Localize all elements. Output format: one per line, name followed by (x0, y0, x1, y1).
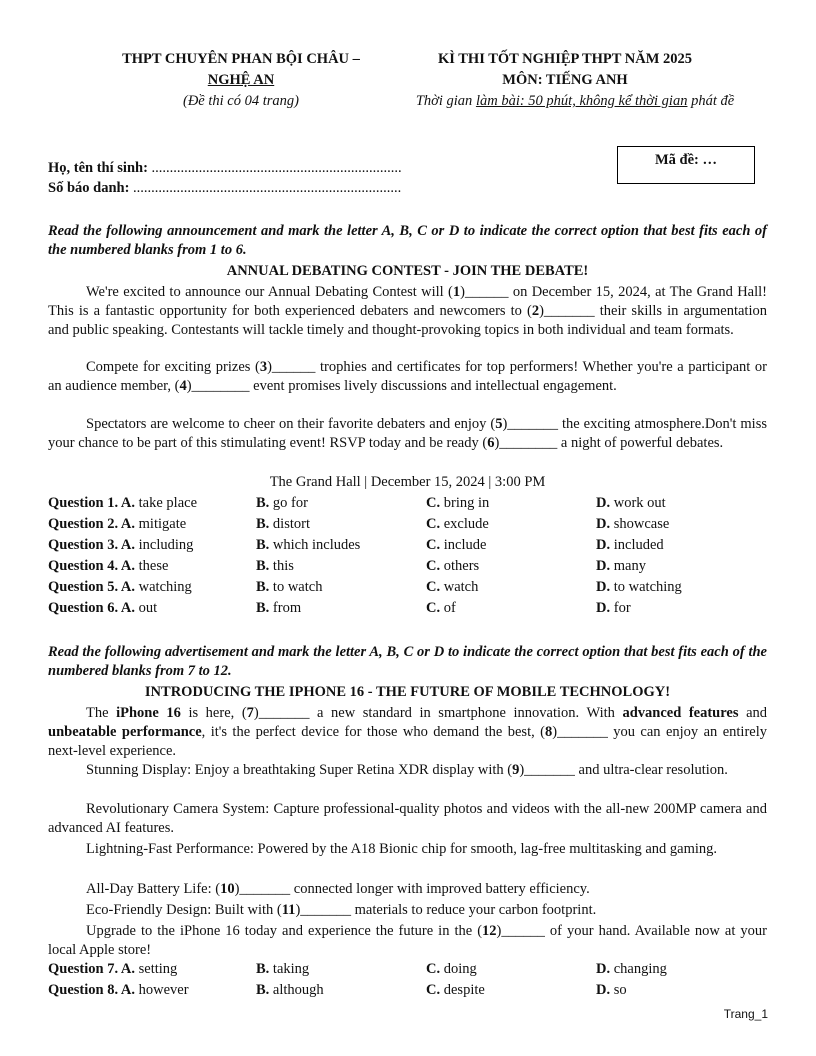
question-row (48, 579, 767, 600)
exam-title: KÌ THI TỐT NGHIỆP THPT NĂM 2025 (437, 51, 693, 67)
time-underlined: làm bài: 50 phút, không kể thời gian (475, 93, 688, 109)
blank-number: 1 (452, 284, 461, 300)
question-label: Question 8. A. (48, 982, 136, 998)
text-run: The (86, 705, 117, 721)
text-run: , it's the perfect device for those who demand the best, ( (201, 724, 545, 740)
option-text: for (610, 600, 631, 616)
option-text: showcase (610, 516, 670, 532)
section2-paragraph-4: Lightning-Fast Performance: Powered by the A18 Bionic chip for smooth, lag-free multitasking and gaming. (86, 841, 718, 857)
option-c[interactable] (426, 982, 485, 999)
time-prefix: Thời gian (415, 93, 476, 109)
text-run: All-Day Battery Life: ( (86, 881, 221, 897)
section1-paragraph-1 (48, 283, 767, 340)
option-letter: B. (256, 579, 270, 595)
option-text: doing (440, 961, 477, 977)
blank-number: 11 (281, 902, 296, 918)
option-b[interactable] (256, 537, 360, 554)
option-a[interactable] (48, 558, 168, 575)
option-text: bring in (440, 495, 490, 511)
school-location-text: NGHỆ AN (207, 72, 275, 88)
text-run: )______ on December 15, 2024, at The Grand Hall! This is a fantastic opportunity for both experienced debaters and newcomers to ( (48, 284, 767, 319)
option-letter: B. (256, 558, 270, 574)
option-text: so (610, 982, 627, 998)
option-a[interactable] (48, 600, 157, 617)
text-run: )_______ a new standard in smartphone innovation. With (253, 705, 623, 721)
option-letter: B. (256, 982, 270, 998)
question-row (48, 961, 767, 982)
option-d[interactable] (596, 537, 664, 554)
option-letter: C. (426, 495, 441, 511)
option-letter: B. (256, 537, 270, 553)
section1-paragraph-2 (48, 358, 767, 396)
text-run: )________ a night of powerful debates. (494, 435, 724, 451)
pages-note: (Đề thi có 04 trang) (183, 93, 299, 109)
text-run: )_______ connected longer with improved battery efficiency. (234, 881, 590, 897)
option-letter: D. (596, 516, 611, 532)
option-text: take place (135, 495, 198, 511)
candidate-name-dots: ..................................................................... (147, 160, 402, 176)
option-c[interactable] (426, 495, 489, 512)
text-run: Spectators are welcome to cheer on their favorite debaters and enjoy ( (86, 416, 496, 432)
option-text: go for (269, 495, 308, 511)
exam-subject: MÔN: TIẾNG ANH (502, 72, 628, 88)
option-d[interactable] (596, 558, 646, 575)
option-text: which includes (269, 537, 361, 553)
blank-number: 7 (246, 705, 254, 721)
question-label: Question 1. A. (48, 495, 136, 511)
candidate-name-label: Họ, tên thí sinh: (48, 160, 148, 176)
option-text: include (440, 537, 487, 553)
option-a[interactable] (48, 516, 186, 533)
option-letter: C. (426, 600, 441, 616)
question-row (48, 982, 767, 1003)
text-run: Stunning Display: Enjoy a breathtaking Super Retina XDR display with ( (86, 762, 513, 778)
option-letter: C. (426, 961, 441, 977)
option-c[interactable] (426, 516, 489, 533)
option-b[interactable] (256, 516, 310, 533)
option-a[interactable] (48, 495, 197, 512)
text-run: We're excited to announce our Annual Debating Contest will ( (86, 284, 453, 300)
option-letter: C. (426, 558, 441, 574)
text-run: )_______ the exciting atmosphere.Don't miss your chance to be part of this stimulating event! RSVP today and be ready ( (48, 416, 767, 451)
bold-phrase: unbeatable performance (48, 724, 202, 740)
candidate-id-label: Số báo danh: (48, 180, 130, 196)
question-row (48, 516, 767, 537)
option-d[interactable] (596, 516, 669, 533)
option-text: however (135, 982, 189, 998)
option-c[interactable] (426, 579, 478, 596)
text-run: is here, ( (180, 705, 247, 721)
question-row (48, 537, 767, 558)
text-run: Eco-Friendly Design: Built with ( (86, 902, 282, 918)
option-text: although (269, 982, 324, 998)
question-label: Question 7. A. (48, 961, 136, 977)
option-letter: C. (426, 579, 441, 595)
option-text: out (135, 600, 158, 616)
option-text: many (610, 558, 646, 574)
option-letter: B. (256, 961, 270, 977)
option-b[interactable] (256, 982, 324, 999)
text-run: )______ of your hand. Available now at your local Apple store! (48, 923, 767, 958)
option-b[interactable] (256, 558, 294, 575)
option-letter: D. (596, 495, 611, 511)
text-run: Upgrade to the iPhone 16 today and experience the future in the ( (86, 923, 483, 939)
blank-number: 5 (495, 416, 503, 432)
option-text: watch (440, 579, 479, 595)
option-d[interactable] (596, 961, 667, 978)
blank-number: 8 (544, 724, 553, 740)
page-number: Trang_1 (723, 1007, 768, 1021)
option-text: included (610, 537, 664, 553)
option-text: setting (135, 961, 178, 977)
option-text: others (440, 558, 480, 574)
option-letter: C. (426, 516, 441, 532)
option-text: from (269, 600, 302, 616)
option-text: taking (269, 961, 310, 977)
section2-title: INTRODUCING THE IPHONE 16 - THE FUTURE OF MOBILE TECHNOLOGY! (144, 684, 671, 700)
time-suffix: phát đề (687, 93, 735, 109)
option-text: mitigate (135, 516, 187, 532)
section2-instruction: Read the following advertisement and mark the letter A, B, C or D to indicate the correct option that best fits each of the numbered blanks from 7 to 12. (48, 644, 767, 679)
option-text: exclude (440, 516, 489, 532)
bold-phrase: advanced features (622, 705, 739, 721)
option-text: watching (135, 579, 192, 595)
event-details: The Grand Hall | December 15, 2024 | 3:00 PM (269, 474, 546, 490)
option-text: including (135, 537, 194, 553)
section1-paragraph-3 (48, 415, 767, 453)
candidate-id-line (48, 180, 401, 197)
text-run: )_______ you can enjoy an entirely next-level experience. (48, 724, 768, 759)
option-letter: B. (256, 600, 270, 616)
blank-number: 10 (220, 881, 235, 897)
option-letter: D. (596, 579, 611, 595)
question-label: Question 3. A. (48, 537, 136, 553)
question-label: Question 4. A. (48, 558, 136, 574)
option-d[interactable] (596, 600, 631, 617)
option-b[interactable] (256, 579, 322, 596)
option-text: this (269, 558, 294, 574)
question-row (48, 495, 767, 516)
option-text: to watching (610, 579, 682, 595)
blank-number: 2 (531, 303, 540, 319)
option-letter: D. (596, 558, 611, 574)
section1-title: ANNUAL DEBATING CONTEST - JOIN THE DEBATE! (226, 263, 589, 279)
exam-code-box: Mã đề: … (617, 146, 755, 184)
option-text: work out (610, 495, 666, 511)
section2-paragraph-6 (48, 901, 767, 920)
section2-paragraph-2 (48, 761, 767, 780)
blank-number: 6 (487, 435, 495, 451)
option-letter: B. (256, 495, 270, 511)
option-text: to watch (269, 579, 323, 595)
option-d[interactable] (596, 982, 627, 999)
option-a[interactable] (48, 537, 193, 554)
section2-paragraph-3: Revolutionary Camera System: Capture professional-quality photos and videos with the all-new 200MP camera and advanced AI features. (48, 801, 767, 836)
option-letter: D. (596, 600, 611, 616)
exam-time (380, 93, 770, 110)
option-letter: C. (426, 982, 441, 998)
option-c[interactable] (426, 600, 456, 617)
section2-paragraph-5 (48, 880, 767, 899)
option-a[interactable] (48, 961, 177, 978)
candidate-name-line (48, 160, 402, 177)
question-row (48, 558, 767, 579)
text-run: )_______ and ultra-clear resolution. (519, 762, 728, 778)
option-b[interactable] (256, 600, 301, 617)
option-letter: D. (596, 982, 611, 998)
option-text: these (135, 558, 169, 574)
candidate-id-dots: .......................................................................... (129, 180, 402, 196)
option-c[interactable] (426, 961, 477, 978)
option-letter: B. (256, 516, 270, 532)
section1-instruction: Read the following announcement and mark the letter A, B, C or D to indicate the correct option that best fits each of the numbered blanks from 1 to 6. (48, 223, 767, 258)
text-run: )_______ materials to reduce your carbon footprint. (295, 902, 597, 918)
question-row (48, 600, 767, 621)
question-label: Question 6. A. (48, 600, 136, 616)
option-b[interactable] (256, 961, 309, 978)
option-d[interactable] (596, 579, 682, 596)
question-label: Question 5. A. (48, 579, 136, 595)
school-name: THPT CHUYÊN PHAN BỘI CHÂU – (122, 51, 360, 67)
option-text: of (440, 600, 456, 616)
school-location (48, 72, 434, 89)
option-letter: D. (596, 537, 611, 553)
option-a[interactable] (48, 982, 189, 999)
text-run: and (738, 705, 768, 721)
option-c[interactable] (426, 558, 479, 575)
option-text: changing (610, 961, 667, 977)
option-b[interactable] (256, 495, 308, 512)
text-run: )________ event promises lively discussions and intellectual engagement. (186, 378, 617, 394)
section2-paragraph-7 (48, 922, 767, 960)
product-name: iPhone 16 (116, 705, 181, 721)
option-c[interactable] (426, 537, 486, 554)
option-d[interactable] (596, 495, 666, 512)
question-label: Question 2. A. (48, 516, 136, 532)
option-text: distort (269, 516, 310, 532)
text-run: Compete for exciting prizes ( (86, 359, 260, 375)
option-letter: C. (426, 537, 441, 553)
blank-number: 3 (259, 359, 268, 375)
blank-number: 12 (482, 923, 497, 939)
blank-number: 9 (512, 762, 520, 778)
text-run: )______ trophies and certificates for top performers! Whether you're a participant or an audience member, ( (48, 359, 767, 394)
text-run: )_______ their skills in argumentation and public speaking. Contestants will tackle timely and thought-provoking topics in both individual and team formats. (48, 303, 767, 338)
option-text: despite (440, 982, 485, 998)
option-a[interactable] (48, 579, 192, 596)
option-letter: D. (596, 961, 611, 977)
section2-paragraph-1 (48, 704, 767, 761)
blank-number: 4 (179, 378, 187, 394)
